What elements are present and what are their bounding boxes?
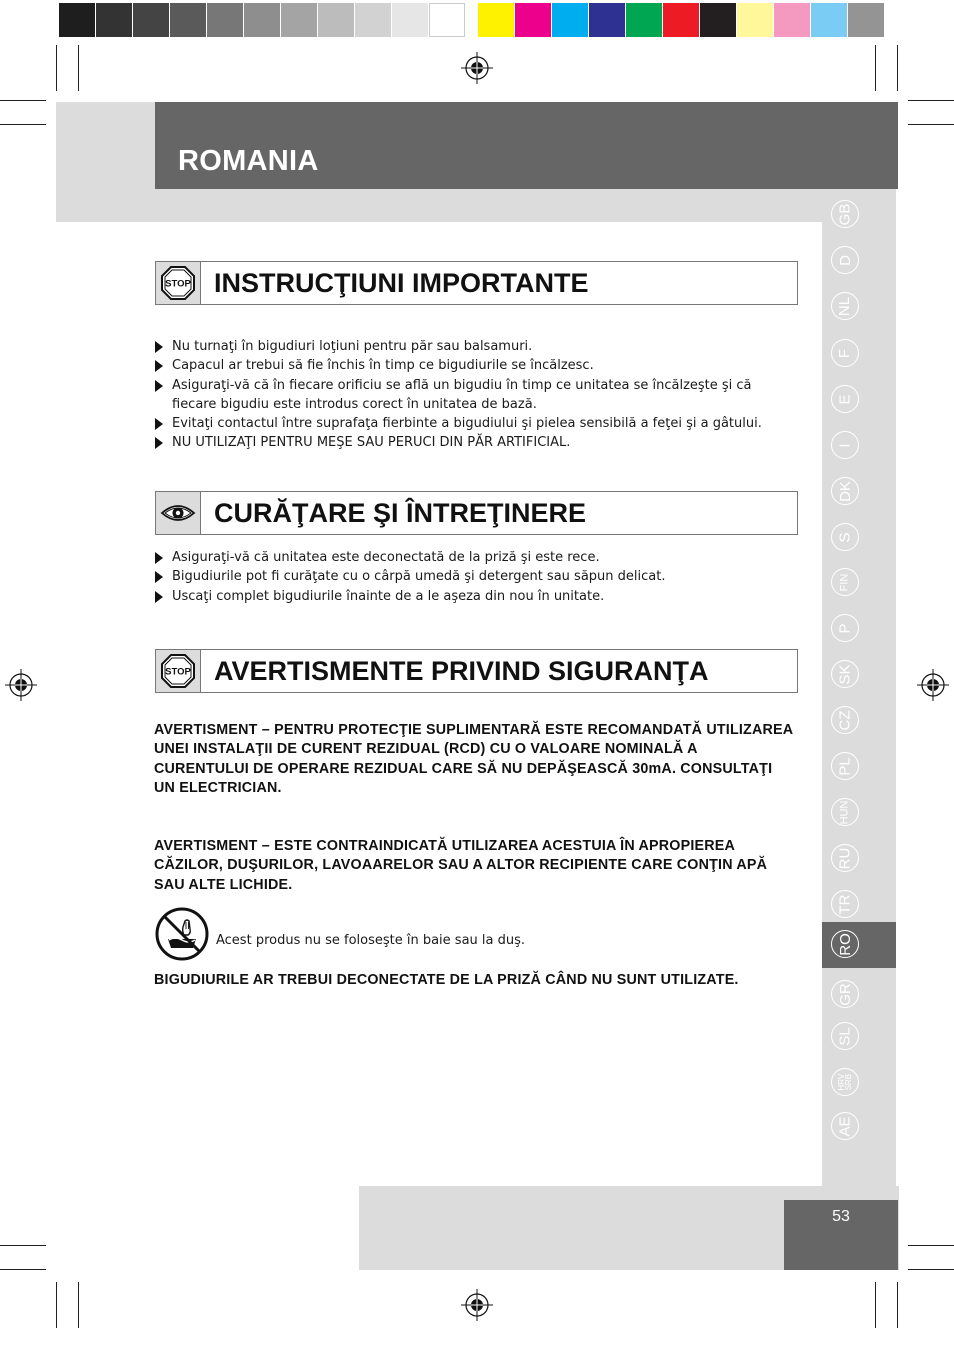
section-header-cleaning — [155, 491, 798, 535]
crop-mark — [78, 45, 79, 91]
crop-mark — [56, 1282, 57, 1328]
water-warning: AVERTISMENT – ESTE CONTRAINDICATĂ UTILIZAREA ACESTUIA ÎN APROPIEREA CĂZILOR, DUŞURILOR, LAVOAARELOR SAU A ALTOR RECIPIENTE CARE CONŢIN APĂ SAU ALTE LICHIDE. — [154, 838, 768, 893]
list-item: Capacul ar trebui să fie închis în timp ce bigudiurile se încălzesc. — [154, 356, 794, 375]
color-swatch — [515, 3, 551, 37]
language-code: GR — [836, 982, 854, 1006]
section-title: INSTRUCŢIUNI IMPORTANTE — [214, 267, 589, 298]
color-swatch — [848, 3, 884, 37]
language-code: FIN — [838, 573, 851, 591]
list-item: Asiguraţi-vă că unitatea este deconectată de la priză şi este rece. — [154, 548, 794, 567]
language-code: NL — [836, 296, 854, 316]
language-tab-ru[interactable] — [831, 844, 859, 872]
language-code: GB — [836, 203, 854, 225]
color-swatch — [811, 3, 847, 37]
language-code: SK — [836, 663, 854, 685]
crop-mark — [78, 1282, 79, 1328]
language-code: D — [836, 254, 854, 266]
language-tab-pl[interactable] — [831, 752, 859, 780]
color-swatch — [663, 3, 699, 37]
section-header-safety — [155, 649, 798, 693]
color-swatch — [700, 3, 736, 37]
swatch-gap — [466, 3, 478, 37]
gray-swatch — [244, 3, 280, 37]
language-code: RU — [836, 847, 854, 869]
unplug-warning: BIGUDIURILE AR TREBUI DECONECTATE DE LA PRIZĂ CÂND NU SUNT UTILIZATE. — [154, 972, 739, 988]
gray-swatch — [318, 3, 354, 37]
color-swatch — [626, 3, 662, 37]
language-code: S — [836, 531, 854, 543]
crop-mark — [875, 1282, 876, 1328]
gray-swatch — [59, 3, 95, 37]
gray-swatch — [281, 3, 317, 37]
language-code: P — [836, 622, 854, 634]
crop-mark — [908, 124, 954, 125]
stop-sign-icon — [156, 650, 201, 692]
color-swatch — [774, 3, 810, 37]
page-number: 53 — [832, 1208, 850, 1225]
crop-mark — [0, 124, 46, 125]
crop-mark — [0, 100, 46, 101]
color-swatch — [589, 3, 625, 37]
language-tab-gb[interactable] — [831, 200, 859, 228]
cleaning-instructions-list — [154, 548, 794, 606]
crop-mark — [897, 45, 898, 91]
language-tab-sl[interactable] — [831, 1022, 859, 1050]
registration-mark-icon — [5, 669, 37, 701]
language-tab-tr[interactable] — [831, 890, 859, 918]
list-item: Uscaţi complet bigudiurile înainte de a le aşeza din nou în unitate. — [154, 587, 794, 606]
gray-swatch — [207, 3, 243, 37]
gray-swatch — [355, 3, 391, 37]
language-tab-ae[interactable] — [831, 1112, 859, 1140]
svg-text:STOP: STOP — [165, 278, 191, 290]
gray-swatch — [133, 3, 169, 37]
language-tab-f[interactable] — [831, 339, 859, 367]
list-item: Nu turnaţi în bigudiuri loţiuni pentru păr sau balsamuri. — [154, 337, 794, 356]
crop-mark — [0, 1269, 46, 1270]
language-code: CZ — [836, 710, 854, 730]
language-tab-fin[interactable] — [831, 568, 859, 596]
crop-mark — [875, 45, 876, 91]
language-code: HRV SRB — [836, 1073, 853, 1091]
registration-mark-icon — [461, 52, 493, 84]
language-code: I — [836, 442, 854, 448]
language-code: E — [836, 393, 854, 405]
important-instructions-list — [154, 337, 794, 453]
crop-mark — [56, 45, 57, 91]
crop-mark — [897, 1282, 898, 1328]
crop-mark — [908, 100, 954, 101]
registration-mark-icon — [917, 669, 949, 701]
page-title: ROMANIA — [178, 145, 319, 177]
stop-sign-icon — [156, 262, 201, 304]
svg-text:STOP: STOP — [165, 666, 191, 678]
list-item: Evitaţi contactul între suprafaţa fierbinte a bigudiului şi pielea sensibilă a feţei şi a gâtului. — [154, 414, 794, 433]
language-tab-hun[interactable] — [831, 798, 859, 826]
language-tab-nl[interactable] — [831, 292, 859, 320]
language-tab-ro[interactable] — [831, 930, 859, 958]
language-tab-hrv-srb[interactable] — [831, 1068, 859, 1096]
rcd-warning: AVERTISMENT – PENTRU PROTECŢIE SUPLIMENTARĂ ESTE RECOMANDATĂ UTILIZAREA UNEI INSTALAŢII DE CURENT REZIDUAL (RCD) CU O VALOARE NOMINALĂ A CURENTULUI DE OPERARE REZIDUAL CARE SĂ NU DEPĂŞEASCĂ 30mA. CONSULTAŢI UN ELECTRICIAN. — [154, 722, 793, 796]
language-tab-d[interactable] — [831, 246, 859, 274]
language-code: RO — [836, 932, 854, 956]
language-tab-p[interactable] — [831, 614, 859, 642]
language-tab-i[interactable] — [831, 431, 859, 459]
color-swatch — [552, 3, 588, 37]
crop-mark — [908, 1245, 954, 1246]
color-calibration-bar — [59, 3, 885, 37]
registration-mark-icon — [461, 1289, 493, 1321]
no-bath-icon — [155, 907, 209, 961]
gray-swatch — [96, 3, 132, 37]
color-swatch — [478, 3, 514, 37]
section-title: AVERTISMENTE PRIVIND SIGURANŢA — [214, 655, 709, 686]
gray-swatch — [392, 3, 428, 37]
crop-mark — [908, 1269, 954, 1270]
crop-mark — [0, 1245, 46, 1246]
gray-swatch — [429, 3, 465, 37]
color-swatch — [737, 3, 773, 37]
list-item: Bigudiurile pot fi curăţate cu o cârpă umedă şi detergent sau săpun delicat. — [154, 567, 794, 586]
section-header-important — [155, 261, 798, 305]
list-item: NU UTILIZAŢI PENTRU MEŞE SAU PERUCI DIN PĂR ARTIFICIAL. — [154, 433, 794, 452]
language-tab-e[interactable] — [831, 385, 859, 413]
language-code: F — [836, 348, 854, 358]
language-tab-cz[interactable] — [831, 706, 859, 734]
language-tab-s[interactable] — [831, 523, 859, 551]
bath-notice: Acest produs nu se foloseşte în baie sau la duş. — [216, 933, 526, 948]
eye-icon — [156, 492, 201, 534]
language-code: PL — [836, 756, 854, 776]
language-code: AE — [836, 1115, 854, 1137]
language-code: HUN — [838, 800, 851, 824]
language-tab-sk[interactable] — [831, 660, 859, 688]
language-code: TR — [836, 894, 854, 914]
language-code: DK — [836, 480, 854, 502]
language-code: SL — [836, 1026, 854, 1046]
list-item: Asiguraţi-vă că în fiecare orificiu se află un bigudiu în timp ce unitatea se încălzeşte şi că fiecare bigudiu este introdus corect în unitatea de bază. — [154, 376, 794, 415]
language-tab-gr[interactable] — [831, 980, 859, 1008]
language-tab-dk[interactable] — [831, 477, 859, 505]
gray-swatch — [170, 3, 206, 37]
section-title: CURĂŢARE ŞI ÎNTREŢINERE — [214, 497, 587, 528]
